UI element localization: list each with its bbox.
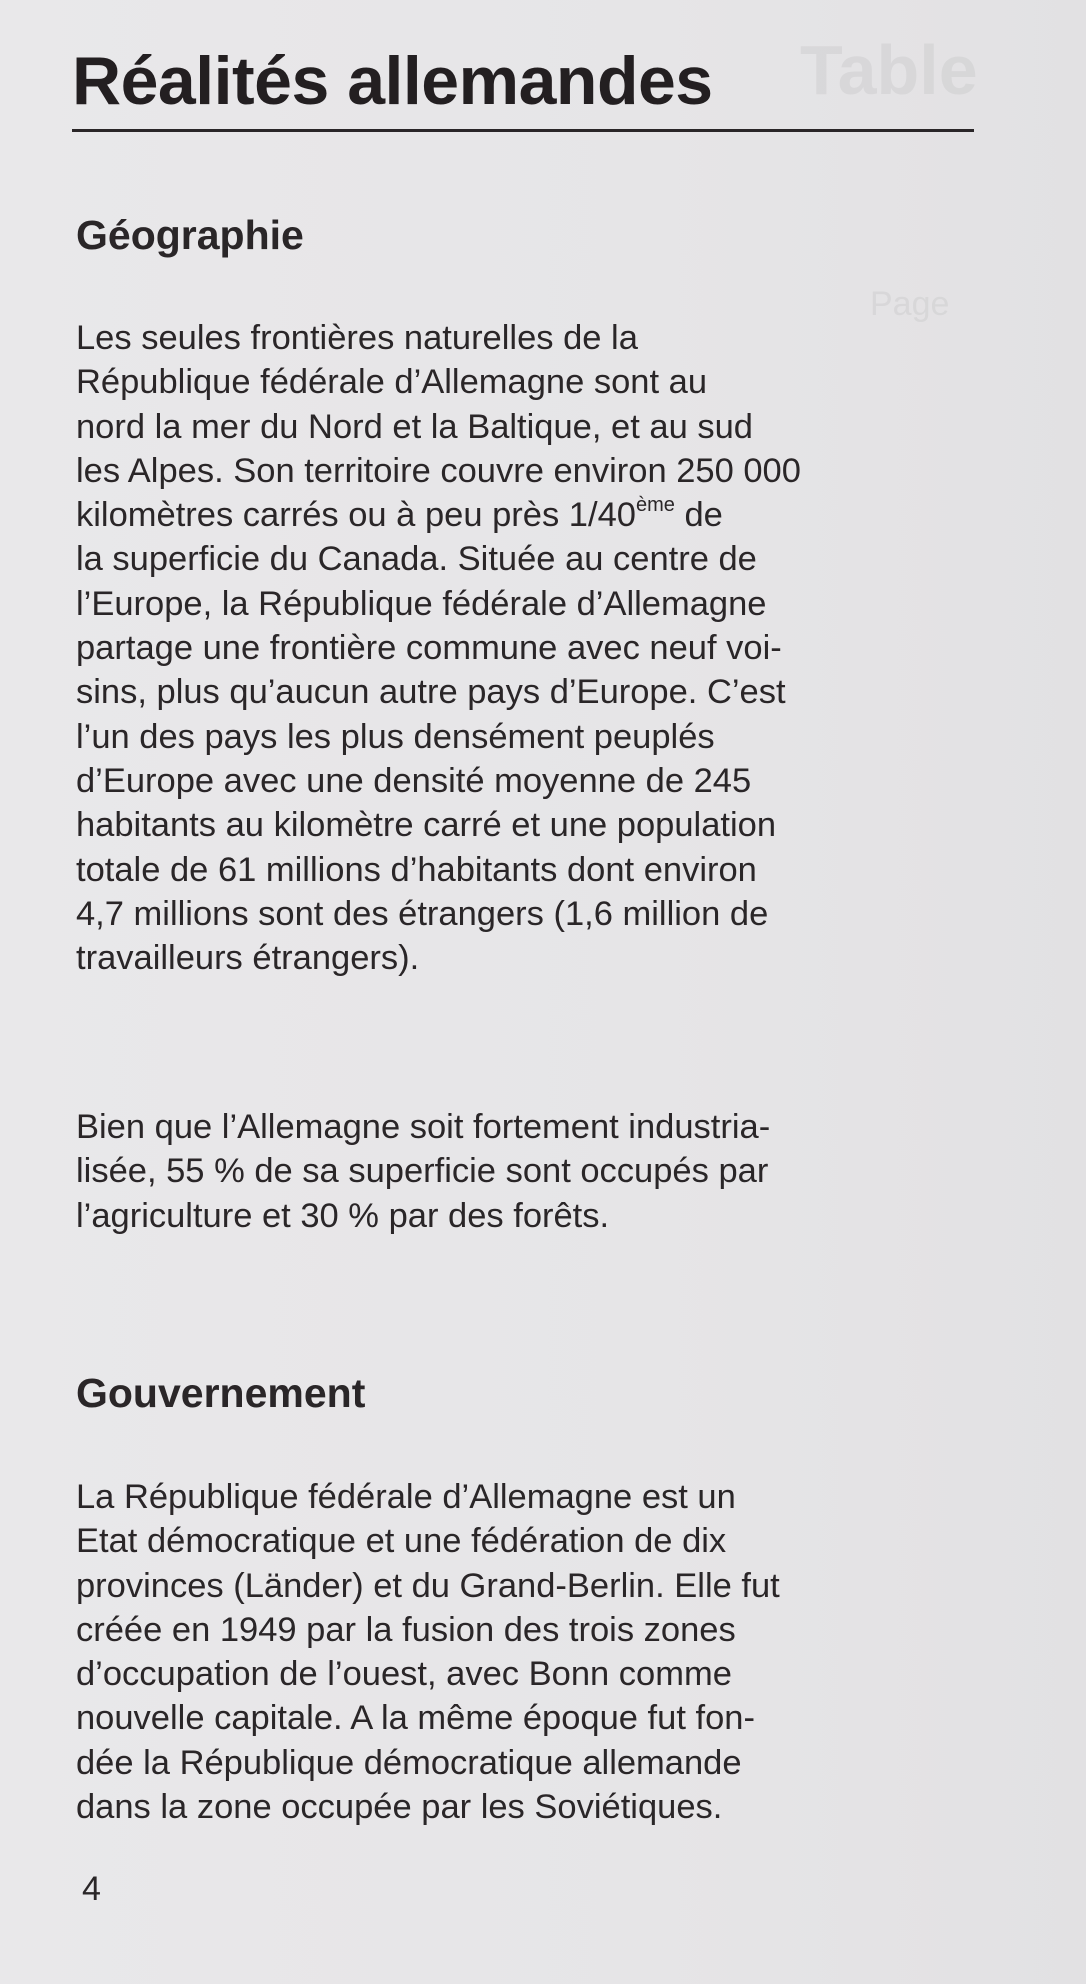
text-line: totale de 61 millions d’habitants dont environ [76,850,757,889]
text-line: d’Europe avec une densité moyenne de 245 [76,761,752,800]
section-heading-geographie: Géographie [76,212,304,258]
text-line: sins, plus qu’aucun autre pays d’Europe. C’est [76,673,786,712]
text-line: lisée, 55 % de sa superficie sont occupés par [76,1152,769,1191]
text-line: partage une frontière commune avec neuf voi- [76,629,782,668]
text-line: Les seules frontières naturelles de la [76,319,638,357]
text-line: 4,7 millions sont des étrangers (1,6 million de [76,894,769,933]
show-through-text: Table [800,31,978,109]
text-line: nord la mer du Nord et la Baltique, et au sud [76,407,753,446]
show-through-text: Page [870,285,950,323]
text-line: habitants au kilomètre carré et une population [76,806,777,845]
text-line: dée la République démocratique allemande [76,1743,742,1782]
page-number: 4 [82,1870,101,1908]
text-line: créée en 1949 par la fusion des trois zones [76,1610,736,1649]
paragraph-gouvernement-1 [76,1475,780,1829]
text-line: Bien que l’Allemagne soit fortement industria- [76,1108,771,1146]
text-line: provinces (Länder) et du Grand-Berlin. Elle fut [76,1566,780,1605]
text-line: l’un des pays les plus densément peuplés [76,717,715,756]
text-line: l’Europe, la République fédérale d’Allemagne [76,584,767,623]
text-line: d’occupation de l’ouest, avec Bonn comme [76,1655,732,1694]
text-line: l’agriculture et 30 % par des forêts. [76,1196,610,1235]
text-line-part: kilomètres carrés ou à peu près 1/40 [76,496,636,535]
paragraph-geographie-1 [76,316,801,980]
text-line: les Alpes. Son territoire couvre environ 250 000 [76,451,801,490]
text-line: la superficie du Canada. Située au centre de [76,540,757,579]
text-line: La République fédérale d’Allemagne est un [76,1478,736,1516]
text-line: Etat démocratique et une fédération de dix [76,1522,727,1561]
text-line-part: de [674,496,723,535]
title-rule [72,129,974,132]
superscript: ème [635,494,675,517]
text-line: travailleurs étrangers). [76,939,420,978]
section-heading-gouvernement: Gouvernement [76,1370,366,1416]
paragraph-geographie-2 [76,1105,770,1238]
page-title: Réalités allemandes [72,43,713,119]
text-line [76,493,801,537]
text-line: nouvelle capitale. A la même époque fut fon- [76,1699,755,1738]
text-line: dans la zone occupée par les Soviétiques. [76,1788,723,1827]
text-line: République fédérale d’Allemagne sont au [76,363,708,402]
